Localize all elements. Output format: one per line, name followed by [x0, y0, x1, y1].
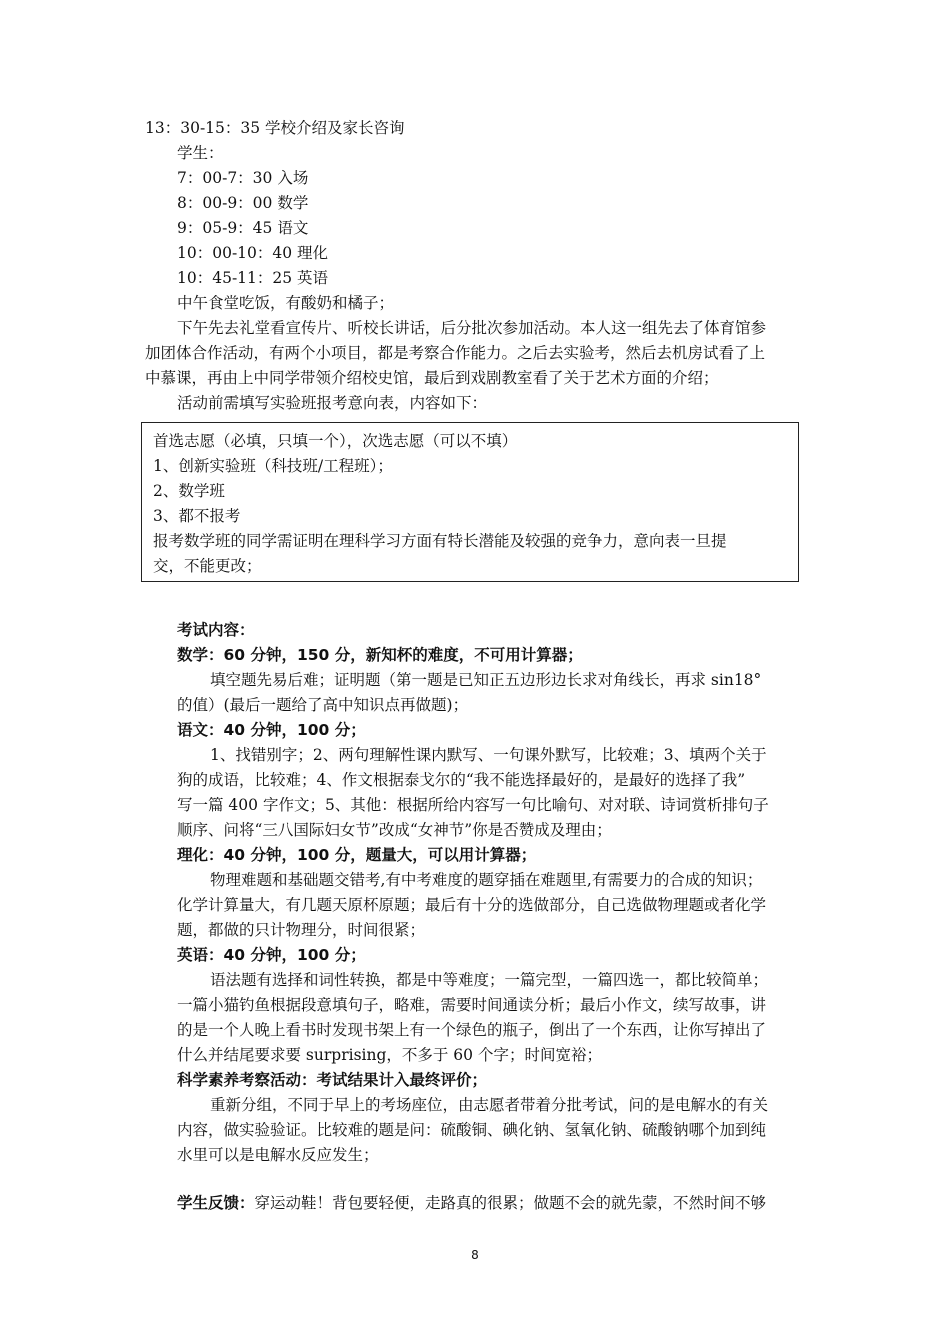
schedule-item: 7：00-7：30 入场 [177, 169, 309, 187]
afternoon-paragraph: 下午先去礼堂看宣传片、听校长讲话，后分批次参加活动。本人这一组先去了体育馆参 [177, 319, 767, 337]
form-line: 2、数学班 [153, 482, 225, 500]
english-body: 语法题有选择和词性转换，都是中等难度；一篇完型，一篇四选一，都比较简单； [210, 971, 769, 989]
science-body: 化学计算量大，有几题天原杯原题；最后有十分的选做部分，自己选做物理题或者化学 [177, 896, 767, 914]
student-feedback [177, 1193, 766, 1213]
form-intro: 活动前需填写实验班报考意向表，内容如下： [177, 394, 488, 412]
lunch-note: 中午食堂吃饭，有酸奶和橘子； [177, 294, 395, 312]
activity-body: 水里可以是电解水反应发生； [177, 1146, 379, 1164]
chinese-body: 1、找错别字；2、两句理解性课内默写、一句课外默写，比较难；3、填两个关于 [210, 746, 767, 764]
chinese-body: 狗的成语，比较难；4、作文根据泰戈尔的“我不能选择最好的，是最好的选择了我” [177, 771, 746, 789]
page-number: 8 [471, 1248, 479, 1262]
activity-body: 重新分组，不同于早上的考场座位，由志愿者带着分批考试，问的是电解水的有关 [210, 1096, 769, 1114]
schedule-item: 10：00-10：40 理化 [177, 244, 329, 262]
schedule-item: 10：45-11：25 英语 [177, 269, 329, 287]
activity-body: 内容，做实验验证。比较难的题是问：硫酸铜、碘化钠、氢氧化钠、硫酸钠哪个加到纯 [177, 1121, 767, 1139]
english-body: 的是一个人晚上看书时发现书架上有一个绿色的瓶子，倒出了一个东西，让你写掉出了 [177, 1021, 767, 1039]
math-body: 的值）(最后一题给了高中知识点再做题)； [177, 696, 469, 714]
english-body: 什么并结尾要求要 surprising，不多于 60 个字；时间宽裕； [177, 1046, 602, 1064]
science-heading: 理化：40 分钟，100 分，题量大，可以用计算器； [177, 846, 537, 864]
chinese-heading: 语文：40 分钟，100 分； [177, 721, 366, 739]
students-label: 学生： [177, 144, 224, 162]
feedback-text: 穿运动鞋！背包要轻便，走路真的很累；做题不会的就先蒙，不然时间不够 [254, 1194, 767, 1212]
chinese-body: 顺序、问将“三八国际妇女节”改成“女神节”你是否赞成及理由； [177, 821, 612, 839]
schedule-item: 9：05-9：45 语文 [177, 219, 309, 237]
chinese-body: 写一篇 400 字作文；5、其他：根据所给内容写一句比喻句、对对联、诗词赏析排句子 [177, 796, 769, 814]
science-body: 题，都做的只计物理分，时间很紧； [177, 921, 426, 939]
math-body: 填空题先易后难；证明题（第一题是已知正五边形边长求对角线长，再求 sin18° [210, 671, 762, 689]
math-heading: 数学：60 分钟，150 分，新知杯的难度，不可用计算器； [177, 646, 583, 664]
feedback-label: 学生反馈： [177, 1194, 255, 1212]
english-heading: 英语：40 分钟，100 分； [177, 946, 366, 964]
afternoon-paragraph: 中慕课，再由上中同学带领介绍校史馆，最后到戏剧教室看了关于艺术方面的介绍； [145, 369, 719, 387]
english-body: 一篇小猫钓鱼根据段意填句子，略难，需要时间通读分析；最后小作文，续写故事，讲 [177, 996, 767, 1014]
form-line: 3、都不报考 [153, 507, 241, 525]
exam-heading: 考试内容： [177, 621, 255, 639]
afternoon-paragraph: 加团体合作活动，有两个小项目，都是考察合作能力。之后去实验考，然后去机房试看了上 [145, 344, 766, 362]
science-body: 物理难题和基础题交错考,有中考难度的题穿插在难题里,有需要力的合成的知识； [210, 871, 763, 889]
form-line: 交，不能更改； [153, 557, 262, 575]
form-line: 报考数学班的同学需证明在理科学习方面有特长潜能及较强的竞争力，意向表一旦提 [153, 532, 727, 550]
form-line: 首选志愿（必填，只填一个），次选志愿（可以不填） [153, 432, 518, 450]
form-line: 1、创新实验班（科技班/工程班）； [153, 457, 393, 475]
consult-schedule: 13：30-15：35 学校介绍及家长咨询 [145, 119, 405, 137]
activity-heading: 科学素养考察活动：考试结果计入最终评价； [177, 1071, 488, 1089]
schedule-item: 8：00-9：00 数学 [177, 194, 309, 212]
